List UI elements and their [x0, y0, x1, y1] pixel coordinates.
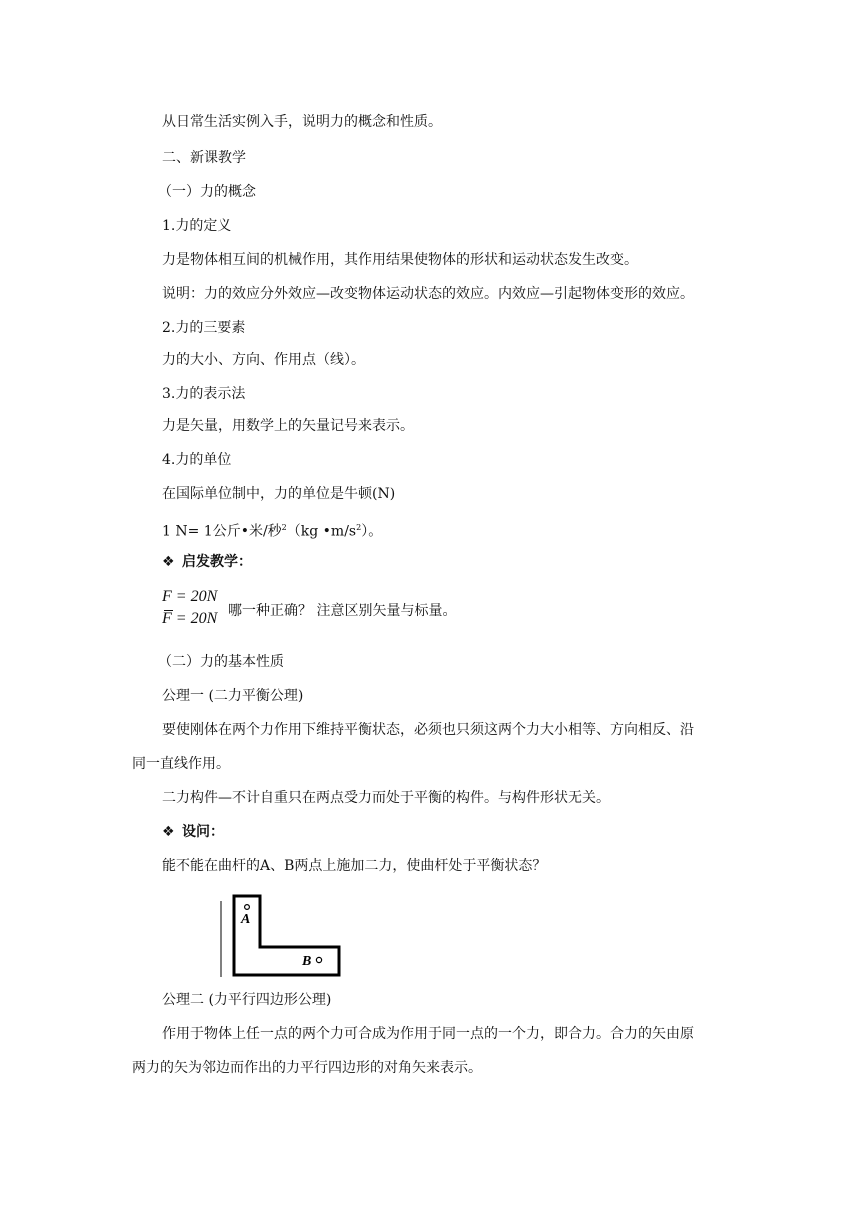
three-elements-text: 力的大小、方向、作用点（线）。 — [162, 352, 365, 368]
axiom-one-text-line-2: 同一直线作用。 — [132, 756, 230, 772]
formula-question-text: 哪一种正确？ 注意区别矢量与标量。 — [228, 603, 457, 619]
subsection-heading-force-concept: （一）力的概念 — [158, 184, 256, 200]
formula-scalar: F = 20N — [162, 588, 218, 605]
heading-three-elements: 2.力的三要素 — [162, 320, 246, 336]
heading-unit: 4.力的单位 — [162, 452, 232, 468]
unit-formula — [162, 518, 382, 542]
axiom-two-text-line-1: 作用于物体上任一点的两个力可合成为作用于同一点的一个力，即合力。合力的矢由原 — [162, 1026, 694, 1042]
axiom-two-text-line-2: 两力的矢为邻边而作出的力平行四边形的对角矢来表示。 — [132, 1060, 482, 1076]
bullet-heuristic-teaching — [162, 552, 252, 572]
bullet-question — [162, 822, 224, 842]
unit-formula-superscript-2: 2 — [356, 523, 362, 532]
two-force-member-text: 二力构件—不计自重只在两点受力而处于平衡的构件。与构件形状无关。 — [162, 790, 610, 806]
bullet-heuristic-label: 启发教学： — [182, 554, 252, 570]
heading-force-definition: 1.力的定义 — [162, 218, 232, 234]
vector-formula-block — [162, 586, 482, 636]
diamond-bullet-icon: ❖ — [162, 824, 175, 840]
unit-formula-part-b: （kg •m/s — [286, 523, 357, 540]
section-heading-new-lesson: 二、新课教学 — [162, 150, 246, 166]
formula-vector: F = 20N — [162, 610, 218, 627]
bent-bar-figure — [220, 893, 342, 979]
force-definition-text: 力是物体相互间的机械作用，其作用结果使物体的形状和运动状态发生改变。 — [162, 252, 638, 268]
diamond-bullet-icon: ❖ — [162, 554, 175, 570]
axiom-two-heading: 公理二 (力平行四边形公理) — [162, 992, 332, 1008]
heading-representation: 3.力的表示法 — [162, 386, 246, 402]
subsection-heading-force-properties: （二）力的基本性质 — [158, 654, 284, 670]
point-b-label: B — [302, 954, 312, 969]
curved-bar-question: 能不能在曲杆的A、B两点上施加二力，使曲杆处于平衡状态？ — [162, 858, 547, 874]
axiom-one-text-line-1: 要使刚体在两个力作用下维持平衡状态，必须也只须这两个力大小相等、方向相反、沿 — [162, 722, 694, 738]
unit-text: 在国际单位制中，力的单位是牛顿(N) — [162, 486, 396, 502]
point-a-label: A — [241, 912, 251, 927]
unit-formula-superscript-1: 2 — [281, 523, 287, 532]
intro-paragraph: 从日常生活实例入手，说明力的概念和性质。 — [162, 114, 442, 130]
axiom-one-heading: 公理一 (二力平衡公理) — [162, 688, 304, 704]
representation-text: 力是矢量，用数学上的矢量记号来表示。 — [162, 418, 414, 434]
effect-note: 说明：力的效应分外效应—改变物体运动状态的效应。内效应—引起物体变形的效应。 — [162, 286, 694, 302]
bullet-question-label: 设问： — [182, 824, 224, 840]
unit-formula-part-c: ）。 — [361, 523, 383, 540]
unit-formula-part-a: 1 N= 1公斤•米/秒 — [162, 523, 282, 540]
